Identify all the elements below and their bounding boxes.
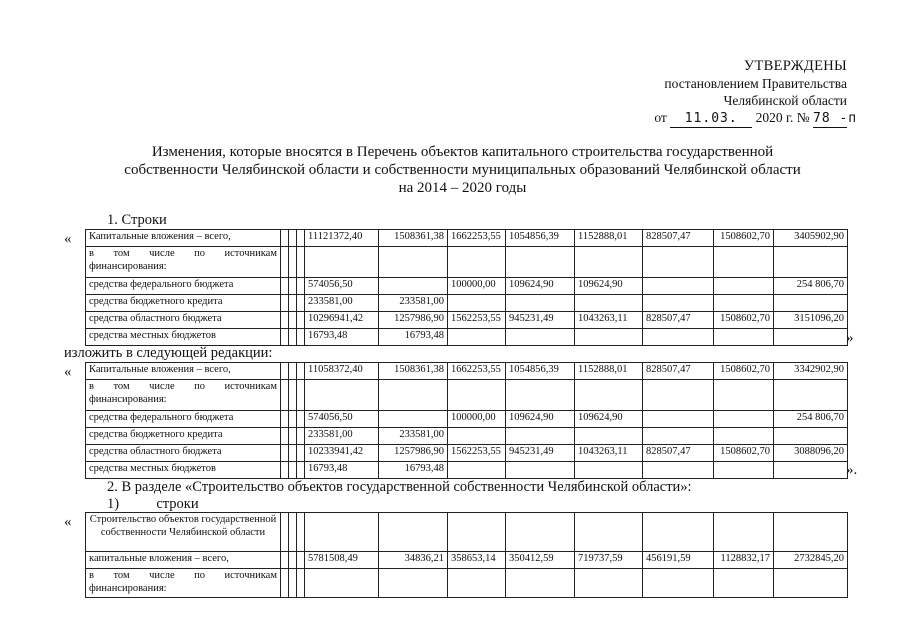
quote-open-3: « — [64, 514, 72, 530]
quote-open-1: « — [64, 231, 72, 247]
value-cell: 16793,48 — [379, 329, 448, 346]
table-row — [86, 462, 848, 479]
value-cell — [506, 428, 575, 445]
value-cell: 100000,00 — [448, 278, 506, 295]
value-cell — [643, 462, 714, 479]
empty-cell — [281, 552, 289, 569]
value-cell: 1043263,11 — [575, 312, 643, 329]
value-cell — [714, 513, 774, 552]
empty-cell — [297, 363, 305, 380]
approval-from-label: от — [654, 110, 667, 125]
empty-cell — [289, 363, 297, 380]
value-cell: 2732845,20 — [774, 552, 848, 569]
table-row — [86, 230, 848, 247]
row-label: средства местных бюджетов — [86, 329, 281, 346]
table-row — [86, 278, 848, 295]
value-cell: 16793,48 — [379, 462, 448, 479]
empty-cell — [289, 247, 297, 278]
value-cell: 3151096,20 — [774, 312, 848, 329]
value-cell — [714, 428, 774, 445]
approval-number: 78 -п — [813, 111, 858, 126]
empty-cell — [281, 230, 289, 247]
value-cell — [575, 513, 643, 552]
value-cell: 254 806,70 — [774, 411, 848, 428]
value-cell: 1043263,11 — [575, 445, 643, 462]
value-cell — [506, 380, 575, 411]
value-cell — [575, 380, 643, 411]
approval-date-line — [654, 109, 858, 128]
value-cell: 1508602,70 — [714, 312, 774, 329]
value-cell: 233581,00 — [305, 428, 379, 445]
value-cell: 828507,47 — [643, 445, 714, 462]
row-label: капитальные вложения – всего, — [86, 552, 281, 569]
value-cell: 574056,50 — [305, 411, 379, 428]
empty-cell — [281, 513, 289, 552]
empty-cell — [289, 295, 297, 312]
value-cell — [506, 569, 575, 598]
value-cell: 828507,47 — [643, 230, 714, 247]
value-cell: 11058372,40 — [305, 363, 379, 380]
approval-year: 2020 г. № — [755, 110, 810, 125]
value-cell — [575, 428, 643, 445]
empty-cell — [297, 445, 305, 462]
value-cell — [448, 329, 506, 346]
sub-text: строки — [156, 496, 199, 512]
value-cell: 1054856,39 — [506, 230, 575, 247]
value-cell: 1152888,01 — [575, 230, 643, 247]
row-label: средства местных бюджетов — [86, 462, 281, 479]
row-label: в том числе по источникам финансирования: — [86, 247, 281, 278]
value-cell: 34836,21 — [379, 552, 448, 569]
value-cell — [305, 380, 379, 411]
value-cell — [643, 411, 714, 428]
value-cell — [774, 380, 848, 411]
empty-cell — [289, 462, 297, 479]
value-cell: 1257986,90 — [379, 445, 448, 462]
empty-cell — [281, 445, 289, 462]
value-cell: 1257986,90 — [379, 312, 448, 329]
quote-open-2: « — [64, 364, 72, 380]
value-cell — [379, 513, 448, 552]
row-label: Капитальные вложения – всего, — [86, 363, 281, 380]
row-label: средства федерального бюджета — [86, 411, 281, 428]
value-cell — [714, 569, 774, 598]
value-cell — [643, 295, 714, 312]
table-row — [86, 411, 848, 428]
empty-cell — [281, 428, 289, 445]
value-cell — [714, 278, 774, 295]
value-cell: 233581,00 — [305, 295, 379, 312]
sub-number: 1) — [107, 496, 120, 512]
table-original — [85, 229, 848, 346]
empty-cell — [297, 411, 305, 428]
value-cell — [379, 411, 448, 428]
value-cell — [643, 247, 714, 278]
empty-cell — [297, 513, 305, 552]
value-cell: 828507,47 — [643, 363, 714, 380]
value-cell — [575, 295, 643, 312]
value-cell — [575, 462, 643, 479]
value-cell — [774, 247, 848, 278]
empty-cell — [297, 380, 305, 411]
value-cell — [643, 278, 714, 295]
value-cell: 828507,47 — [643, 312, 714, 329]
empty-cell — [289, 569, 297, 598]
document-title — [90, 143, 835, 197]
value-cell: 358653,14 — [448, 552, 506, 569]
empty-cell — [281, 411, 289, 428]
value-cell — [506, 329, 575, 346]
empty-cell — [281, 278, 289, 295]
empty-cell — [297, 428, 305, 445]
empty-cell — [297, 569, 305, 598]
value-cell — [774, 462, 848, 479]
value-cell: 1054856,39 — [506, 363, 575, 380]
row-label: в том числе по источникам финансирования: — [86, 569, 281, 598]
empty-cell — [289, 513, 297, 552]
section-1-heading: 1. Строки — [107, 212, 167, 228]
value-cell — [506, 295, 575, 312]
value-cell: 109624,90 — [575, 411, 643, 428]
empty-cell — [297, 329, 305, 346]
value-cell — [774, 329, 848, 346]
row-label: средства областного бюджета — [86, 445, 281, 462]
table-revised — [85, 362, 848, 479]
empty-cell — [281, 295, 289, 312]
value-cell: 945231,49 — [506, 445, 575, 462]
empty-cell — [281, 462, 289, 479]
empty-cell — [289, 312, 297, 329]
quote-close-1: » — [846, 330, 854, 346]
table-row — [86, 513, 848, 552]
value-cell: 3342902,90 — [774, 363, 848, 380]
value-cell: 10296941,42 — [305, 312, 379, 329]
empty-cell — [281, 312, 289, 329]
value-cell — [506, 462, 575, 479]
value-cell: 16793,48 — [305, 462, 379, 479]
empty-cell — [289, 552, 297, 569]
value-cell: 233581,00 — [379, 295, 448, 312]
value-cell: 945231,49 — [506, 312, 575, 329]
value-cell — [506, 247, 575, 278]
value-cell — [448, 462, 506, 479]
title-line-1: Изменения, которые вносятся в Перечень объектов капитального строительства государственной — [151, 144, 774, 160]
value-cell — [774, 513, 848, 552]
quote-close-2: ». — [846, 462, 858, 478]
table-row — [86, 445, 848, 462]
empty-cell — [289, 278, 297, 295]
value-cell: 1508602,70 — [714, 363, 774, 380]
value-cell: 1662253,55 — [448, 363, 506, 380]
value-cell: 1562253,55 — [448, 445, 506, 462]
value-cell: 3405902,90 — [774, 230, 848, 247]
value-cell — [305, 569, 379, 598]
replace-instruction: изложить в следующей редакции: — [64, 345, 273, 361]
table-row — [86, 295, 848, 312]
value-cell: 350412,59 — [506, 552, 575, 569]
value-cell — [448, 380, 506, 411]
value-cell: 3088096,20 — [774, 445, 848, 462]
value-cell — [379, 380, 448, 411]
value-cell: 109624,90 — [506, 278, 575, 295]
value-cell: 109624,90 — [575, 278, 643, 295]
table-row — [86, 312, 848, 329]
value-cell — [575, 569, 643, 598]
value-cell — [379, 247, 448, 278]
value-cell: 11121372,40 — [305, 230, 379, 247]
approval-line-resolution: постановлением Правительства — [664, 76, 847, 91]
empty-cell — [289, 445, 297, 462]
table-row — [86, 552, 848, 569]
table-section-2 — [85, 512, 848, 598]
value-cell: 1508361,38 — [379, 363, 448, 380]
empty-cell — [289, 411, 297, 428]
value-cell: 1662253,55 — [448, 230, 506, 247]
value-cell: 233581,00 — [379, 428, 448, 445]
title-line-2: собственности Челябинской области и собственности муниципальных образований Челябинской области — [124, 162, 801, 178]
row-label: в том числе по источникам финансирования: — [86, 380, 281, 411]
table-row — [86, 428, 848, 445]
value-cell: 100000,00 — [448, 411, 506, 428]
value-cell: 16793,48 — [305, 329, 379, 346]
value-cell — [714, 247, 774, 278]
value-cell — [305, 513, 379, 552]
empty-cell — [289, 428, 297, 445]
empty-cell — [297, 462, 305, 479]
value-cell — [305, 247, 379, 278]
section-2-sub — [107, 496, 199, 513]
value-cell — [643, 513, 714, 552]
empty-cell — [281, 329, 289, 346]
value-cell — [448, 428, 506, 445]
empty-cell — [297, 278, 305, 295]
approval-heading: УТВЕРЖДЕНЫ — [743, 58, 847, 74]
value-cell: 456191,59 — [643, 552, 714, 569]
value-cell — [575, 247, 643, 278]
empty-cell — [289, 329, 297, 346]
empty-cell — [297, 247, 305, 278]
empty-cell — [289, 380, 297, 411]
value-cell: 1152888,01 — [575, 363, 643, 380]
table-row — [86, 363, 848, 380]
value-cell — [714, 329, 774, 346]
row-label: средства федерального бюджета — [86, 278, 281, 295]
value-cell: 254 806,70 — [774, 278, 848, 295]
value-cell — [643, 569, 714, 598]
value-cell — [714, 380, 774, 411]
value-cell — [643, 380, 714, 411]
value-cell: 109624,90 — [506, 411, 575, 428]
table-row — [86, 569, 848, 598]
value-cell: 10233941,42 — [305, 445, 379, 462]
value-cell: 1562253,55 — [448, 312, 506, 329]
value-cell — [774, 428, 848, 445]
value-cell: 574056,50 — [305, 278, 379, 295]
empty-cell — [281, 380, 289, 411]
approval-block — [654, 58, 858, 128]
value-cell — [448, 247, 506, 278]
value-cell — [774, 569, 848, 598]
value-cell — [379, 569, 448, 598]
section-2-heading: 2. В разделе «Строительство объектов государственной собственности Челябинской области»: — [107, 479, 692, 495]
value-cell: 1508602,70 — [714, 230, 774, 247]
value-cell — [774, 295, 848, 312]
value-cell — [448, 513, 506, 552]
row-label: Строительство объектов государственной собственности Челябинской области — [86, 513, 281, 552]
value-cell — [714, 295, 774, 312]
empty-cell — [281, 363, 289, 380]
row-label: средства бюджетного кредита — [86, 295, 281, 312]
row-label: средства областного бюджета — [86, 312, 281, 329]
value-cell — [714, 411, 774, 428]
table-row — [86, 380, 848, 411]
value-cell — [643, 428, 714, 445]
empty-cell — [281, 569, 289, 598]
value-cell — [575, 329, 643, 346]
empty-cell — [281, 247, 289, 278]
value-cell — [448, 569, 506, 598]
value-cell — [448, 295, 506, 312]
empty-cell — [297, 552, 305, 569]
empty-cell — [297, 230, 305, 247]
value-cell: 1128832,17 — [714, 552, 774, 569]
value-cell — [379, 278, 448, 295]
approval-line-region: Челябинской области — [723, 93, 847, 108]
approval-date: 11.03. — [684, 111, 738, 126]
value-cell: 1508602,70 — [714, 445, 774, 462]
value-cell: 1508361,38 — [379, 230, 448, 247]
value-cell — [714, 462, 774, 479]
empty-cell — [289, 230, 297, 247]
value-cell: 5781508,49 — [305, 552, 379, 569]
row-label: Капитальные вложения – всего, — [86, 230, 281, 247]
value-cell — [506, 513, 575, 552]
value-cell — [643, 329, 714, 346]
table-row — [86, 329, 848, 346]
row-label: средства бюджетного кредита — [86, 428, 281, 445]
title-line-3: на 2014 – 2020 годы — [398, 180, 527, 196]
value-cell: 719737,59 — [575, 552, 643, 569]
empty-cell — [297, 295, 305, 312]
table-row — [86, 247, 848, 278]
empty-cell — [297, 312, 305, 329]
